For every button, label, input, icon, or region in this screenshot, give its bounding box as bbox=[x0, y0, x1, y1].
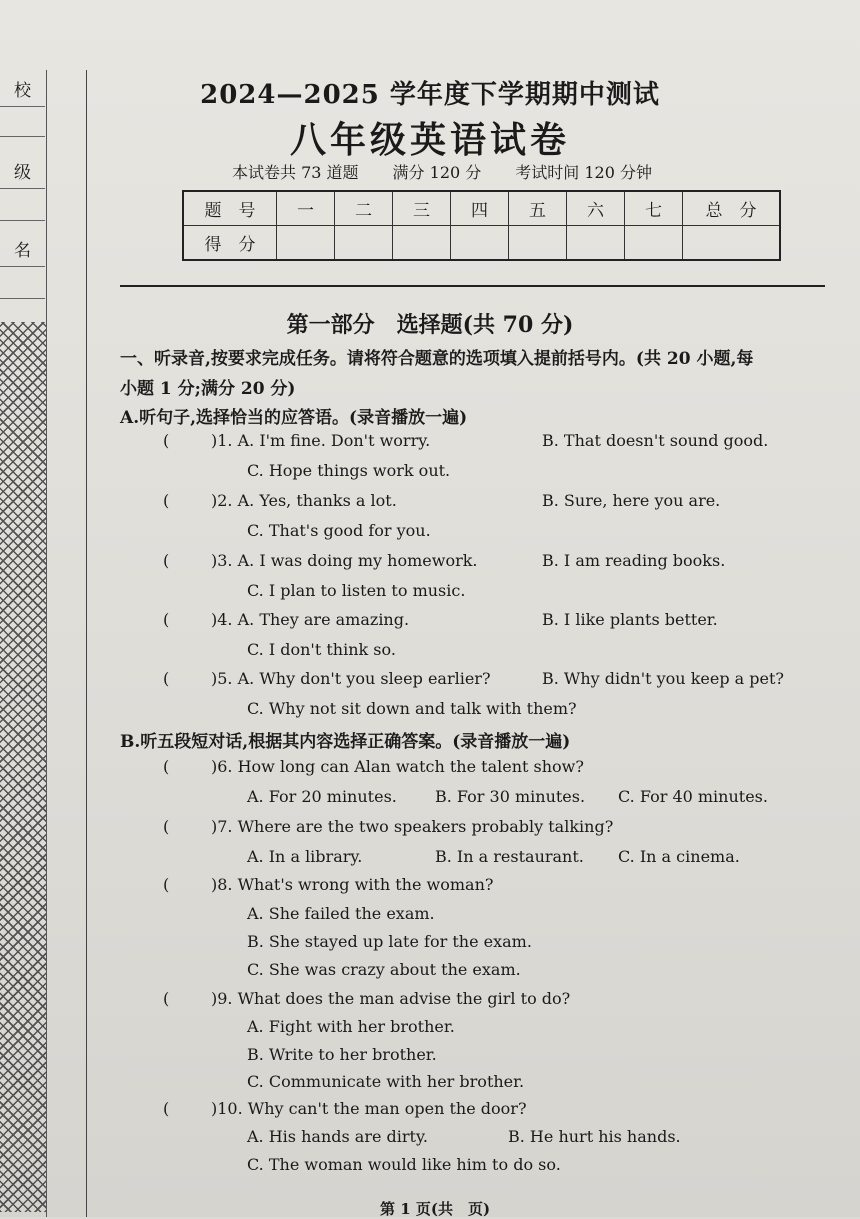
q8-stem: )8. What's wrong with the woman? bbox=[211, 875, 494, 894]
q10-option-c: C. The woman would like him to do so. bbox=[247, 1155, 561, 1174]
q4-option-b: B. I like plants better. bbox=[542, 610, 718, 629]
score-cell: 二 bbox=[335, 191, 393, 226]
answer-paren[interactable]: ( bbox=[163, 989, 170, 1008]
answer-paren[interactable]: ( bbox=[163, 817, 170, 836]
q7-option-c: C. In a cinema. bbox=[618, 847, 740, 866]
score-blank bbox=[393, 226, 451, 261]
full-score: 满分 120 分 bbox=[392, 163, 482, 182]
answer-paren[interactable]: ( bbox=[163, 875, 170, 894]
q10-option-b: B. He hurt his hands. bbox=[508, 1127, 681, 1146]
score-cell: 四 bbox=[451, 191, 509, 226]
question-count: 本试卷共 73 道题 bbox=[232, 163, 359, 182]
score-blank bbox=[335, 226, 393, 261]
q9-option-c: C. Communicate with her brother. bbox=[247, 1072, 525, 1091]
exam-title: 2024—2025 学年度下学期期中测试 bbox=[200, 80, 660, 110]
q6-option-b: B. For 30 minutes. bbox=[435, 787, 586, 806]
score-cell: 题 号 bbox=[183, 191, 277, 226]
section-instruction-cont: 小题 1 分;满分 20 分) bbox=[120, 379, 296, 399]
binding-blank bbox=[0, 268, 45, 299]
q3-option-a: )3. A. I was doing my homework. bbox=[211, 551, 478, 570]
binding-label-name: 名 bbox=[0, 236, 45, 267]
score-cell: 五 bbox=[509, 191, 567, 226]
q8-option-c: C. She was crazy about the exam. bbox=[247, 960, 521, 979]
q3-option-c: C. I plan to listen to music. bbox=[247, 581, 466, 600]
q9-option-b: B. Write to her brother. bbox=[247, 1045, 437, 1064]
q8-option-a: A. She failed the exam. bbox=[247, 904, 435, 923]
score-table-header-row bbox=[183, 191, 780, 226]
q10-stem: )10. Why can't the man open the door? bbox=[211, 1099, 527, 1118]
score-cell: 六 bbox=[567, 191, 625, 226]
exam-subtitle: 八年级英语试卷 bbox=[289, 119, 570, 161]
q1-option-c: C. Hope things work out. bbox=[247, 461, 451, 480]
q6-option-c: C. For 40 minutes. bbox=[618, 787, 768, 806]
answer-paren[interactable]: ( bbox=[163, 757, 170, 776]
score-blank bbox=[451, 226, 509, 261]
score-blank bbox=[277, 226, 335, 261]
answer-paren[interactable]: ( bbox=[163, 431, 170, 450]
binding-line bbox=[86, 70, 87, 1217]
score-label: 得 分 bbox=[183, 226, 277, 261]
section-a-title: A.听句子,选择恰当的应答语。(录音播放一遍) bbox=[120, 408, 468, 428]
q9-option-a: A. Fight with her brother. bbox=[247, 1017, 455, 1036]
answer-paren[interactable]: ( bbox=[163, 1099, 170, 1118]
q3-option-b: B. I am reading books. bbox=[542, 551, 726, 570]
score-cell: 总 分 bbox=[683, 191, 781, 226]
q7-option-a: A. In a library. bbox=[247, 847, 363, 866]
binding-pattern bbox=[0, 322, 46, 1212]
q8-option-b: B. She stayed up late for the exam. bbox=[247, 932, 532, 951]
score-cell: 七 bbox=[625, 191, 683, 226]
header-divider bbox=[120, 285, 825, 287]
q5-option-a: )5. A. Why don't you sleep earlier? bbox=[211, 669, 491, 688]
score-blank bbox=[509, 226, 567, 261]
part-title: 第一部分 选择题(共 70 分) bbox=[286, 312, 574, 338]
q4-option-c: C. I don't think so. bbox=[247, 640, 396, 659]
score-table-score-row bbox=[183, 226, 780, 261]
q4-option-a: )4. A. They are amazing. bbox=[211, 610, 410, 629]
q2-option-a: )2. A. Yes, thanks a lot. bbox=[211, 491, 397, 510]
q6-option-a: A. For 20 minutes. bbox=[247, 787, 397, 806]
score-cell: 一 bbox=[277, 191, 335, 226]
answer-paren[interactable]: ( bbox=[163, 669, 170, 688]
score-blank bbox=[683, 226, 781, 261]
q1-option-a: )1. A. I'm fine. Don't worry. bbox=[211, 431, 431, 450]
q2-option-c: C. That's good for you. bbox=[247, 521, 431, 540]
score-table bbox=[182, 190, 781, 261]
q6-stem: )6. How long can Alan watch the talent show? bbox=[211, 757, 584, 776]
exam-info bbox=[232, 160, 752, 183]
q5-option-b: B. Why didn't you keep a pet? bbox=[542, 669, 784, 688]
answer-paren[interactable]: ( bbox=[163, 551, 170, 570]
answer-paren[interactable]: ( bbox=[163, 610, 170, 629]
score-cell: 三 bbox=[393, 191, 451, 226]
q10-option-a: A. His hands are dirty. bbox=[247, 1127, 428, 1146]
q1-option-b: B. That doesn't sound good. bbox=[542, 431, 769, 450]
section-instruction: 一、听录音,按要求完成任务。请将符合题意的选项填入提前括号内。(共 20 小题,每 bbox=[120, 349, 754, 369]
score-blank bbox=[567, 226, 625, 261]
q5-option-c: C. Why not sit down and talk with them? bbox=[247, 699, 577, 718]
exam-time: 考试时间 120 分钟 bbox=[515, 163, 652, 182]
page-footer: 第 1 页(共 页) bbox=[380, 1200, 491, 1218]
q9-stem: )9. What does the man advise the girl to do? bbox=[211, 989, 571, 1008]
binding-label-class: 级 bbox=[0, 158, 45, 189]
binding-blank bbox=[0, 190, 45, 221]
binding-label-school: 校 bbox=[0, 76, 45, 107]
section-b-title: B.听五段短对话,根据其内容选择正确答案。(录音播放一遍) bbox=[120, 732, 571, 752]
q7-option-b: B. In a restaurant. bbox=[435, 847, 584, 866]
score-blank bbox=[625, 226, 683, 261]
q7-stem: )7. Where are the two speakers probably talking? bbox=[211, 817, 614, 836]
answer-paren[interactable]: ( bbox=[163, 491, 170, 510]
q2-option-b: B. Sure, here you are. bbox=[542, 491, 721, 510]
